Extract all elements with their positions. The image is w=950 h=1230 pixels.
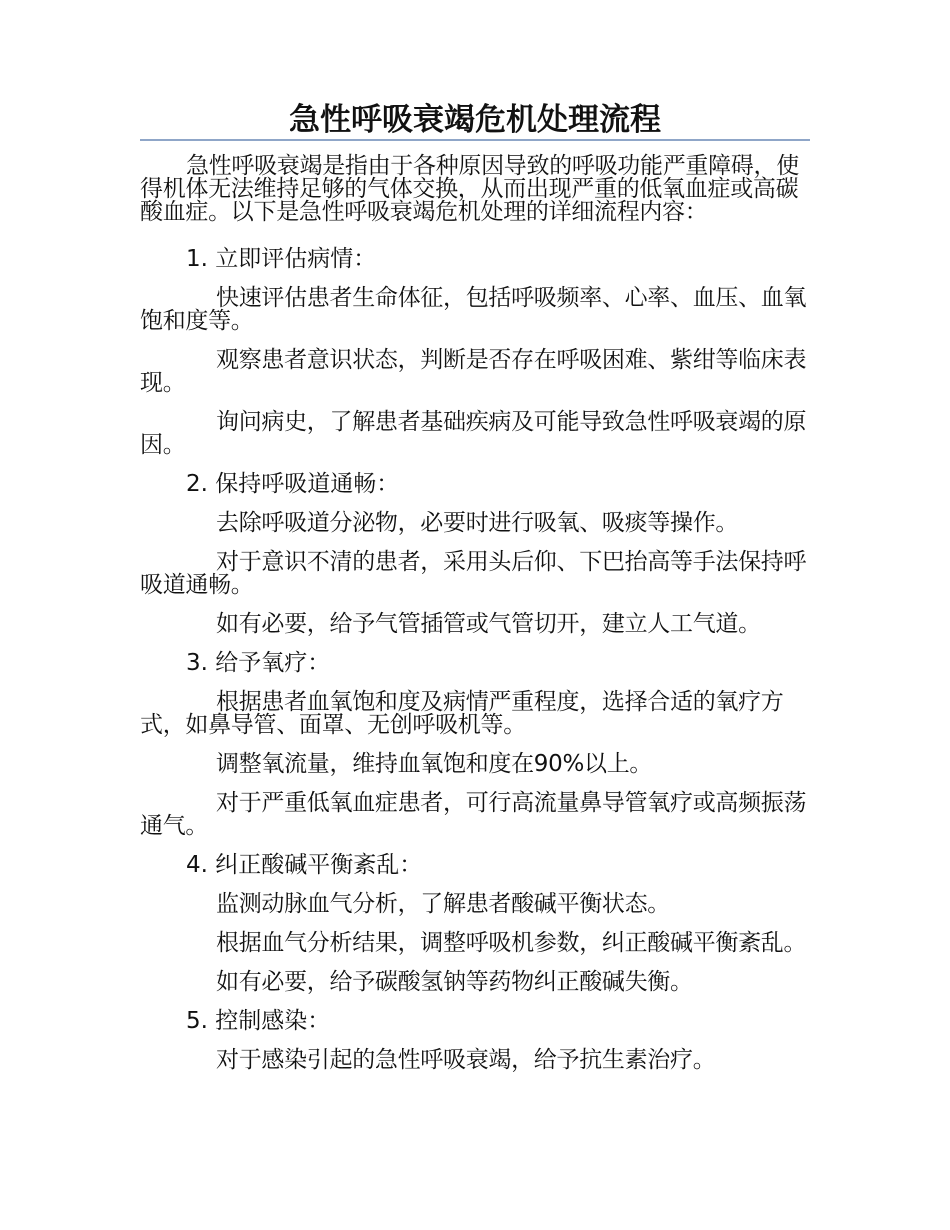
list-item: 如有必要，给予碳酸氢钠等药物纠正酸碱失衡。: [216, 969, 693, 995]
intro-paragraph: 急性呼吸衰竭是指由于各种原因导致的呼吸功能严重障碍，使得机体无法维持足够的气体交换，从而出现严重的低氧血症或高碳酸血症。以下是急性呼吸衰竭危机处理的详细流程内容：: [140, 153, 799, 225]
list-item: 调整氧流量，维持血氧饱和度在90%以上。: [216, 751, 653, 777]
section-heading: 1. 立即评估病情：: [186, 246, 377, 272]
section-4: [140, 854, 810, 994]
title-underline: [140, 139, 810, 141]
list-item: 如有必要，给予气管插管或气管切开，建立人工气道。: [216, 611, 761, 637]
list-item: 观察患者意识状态，判断是否存在呼吸困难、紫绀等临床表现。: [140, 347, 807, 396]
list-item: 对于意识不清的患者，采用头后仰、下巴抬高等手法保持呼吸道通畅。: [140, 549, 807, 598]
list-item: 根据患者血氧饱和度及病情严重程度，选择合适的氧疗方式，如鼻导管、面罩、无创呼吸机等。: [140, 689, 784, 738]
section-heading: 4. 纠正酸碱平衡紊乱：: [186, 852, 423, 878]
list-item: 快速评估患者生命体征，包括呼吸频率、心率、血压、血氧饱和度等。: [140, 285, 807, 334]
section-2: [140, 473, 810, 636]
section-3: [140, 652, 810, 838]
section-5: [140, 1010, 810, 1072]
section-heading: 5. 控制感染：: [186, 1008, 331, 1034]
section-1: [140, 248, 810, 457]
list-item: 去除呼吸道分泌物，必要时进行吸氧、吸痰等操作。: [216, 510, 739, 536]
list-item: 询问病史，了解患者基础疾病及可能导致急性呼吸衰竭的原因。: [140, 409, 807, 458]
section-heading: 3. 给予氧疗：: [186, 650, 331, 676]
list-item: 对于感染引起的急性呼吸衰竭，给予抗生素治疗。: [216, 1047, 716, 1073]
list-item: 监测动脉血气分析，了解患者酸碱平衡状态。: [216, 891, 671, 917]
list-item: 根据血气分析结果，调整呼吸机参数，纠正酸碱平衡紊乱。: [216, 930, 807, 956]
document-title: 急性呼吸衰竭危机处理流程: [289, 102, 661, 138]
section-heading: 2. 保持呼吸道通畅：: [186, 471, 400, 497]
list-item: 对于严重低氧血症患者，可行高流量鼻导管氧疗或高频振荡通气。: [140, 790, 807, 839]
document-body: [140, 155, 810, 1088]
